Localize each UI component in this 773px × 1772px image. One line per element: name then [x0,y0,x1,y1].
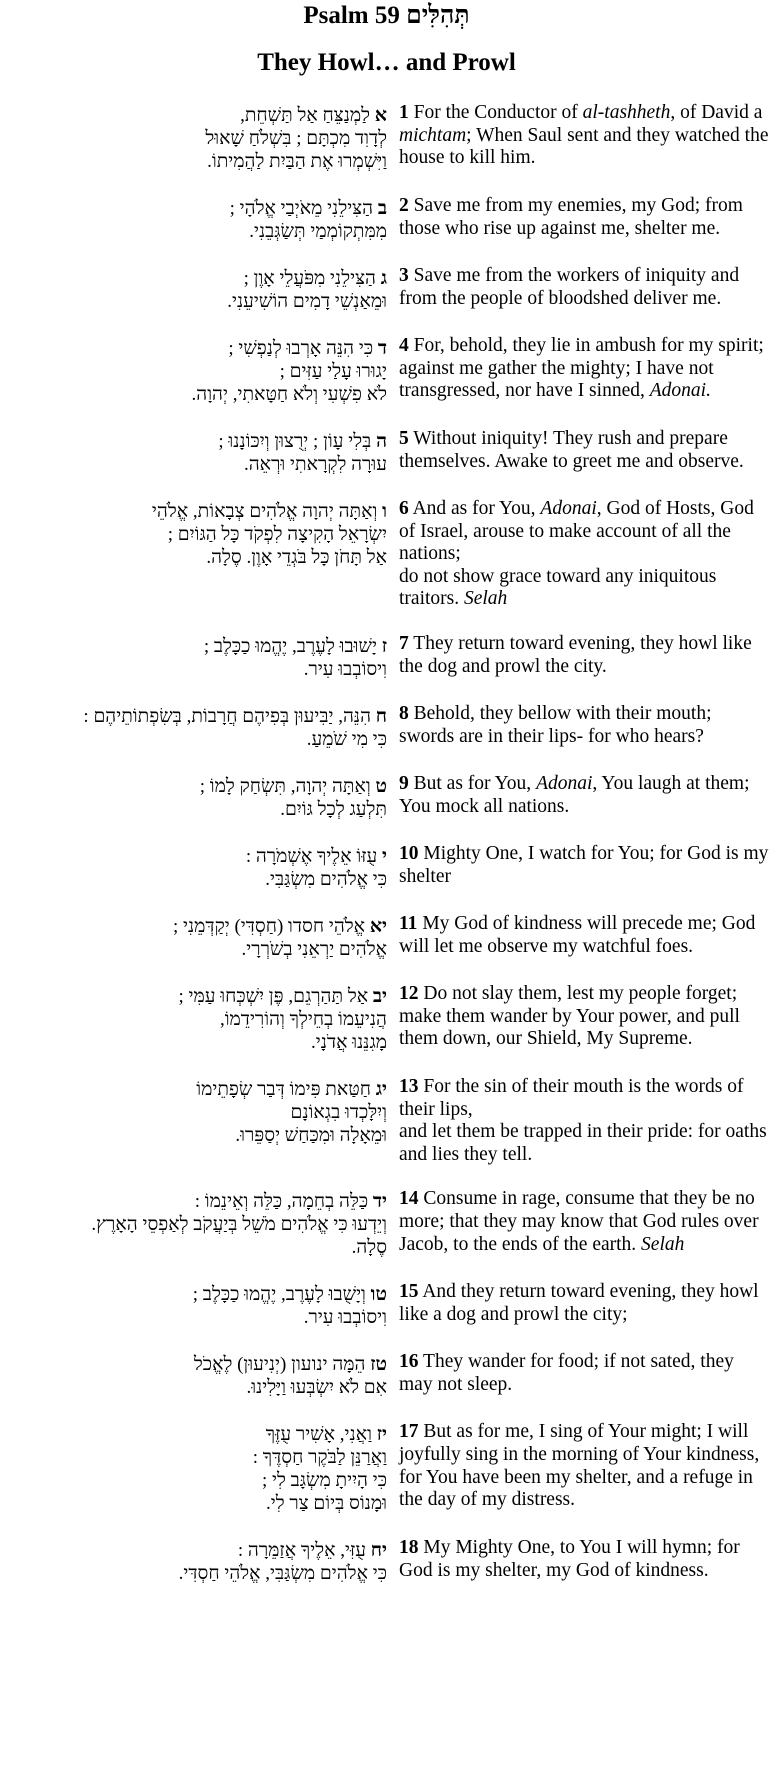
verse-english-text: Save me from my enemies, my God; from those who rise up against me, shelter me. [399,195,743,239]
verse-english-text: My Mighty One, to You I will hymn; for God is my shelter, my God of kindness. [399,1537,740,1581]
verse-english-text: Do not slay them, lest my people forget; make them wander by Your power, and pull them down, our Shield, My Supreme. [399,982,740,1050]
verse-row [0,1076,773,1166]
verse-hebrew-text: עֻזּוֹ אֵלֶיךָ אֶשְׁמֹרָה : כִּי אֱלֹהִים מִשְׂגַּבִּי. [245,845,387,890]
verse-hebrew-number: יז [376,1424,387,1446]
verse-english-italic: Selah [641,1233,685,1255]
verse-hebrew [0,102,387,173]
verse-hebrew-text: הַצִּילֵנִי מֵאֹיְבַי אֱלֹהָי ; מִמִּתְקוֹמְמַי תְּשַׂגְּבֵנִי. [229,198,387,242]
verse-hebrew [0,1076,387,1147]
verse-english-italic: Adonai. [649,380,711,402]
verse-hebrew-text: וְיָשֻׁבוּ לָעֶרֶב, יֶהֱמוּ כַכָּלֶב ; וִיסוֹבְבוּ עִיר. [192,1284,387,1329]
verse-english-italic: al-tashheth [582,102,671,123]
verse-hebrew [0,843,387,891]
verse-number: 2 [399,195,409,216]
verse-hebrew-number: ו [382,501,387,522]
verse-hebrew [0,913,387,961]
verse-number: 9 [399,772,409,794]
verse-english-text: But as for me, I sing of Your might; I will joyfully sing in the morning of Your kindness, for You have been my shelter, and a refuge in the day of my distress. [399,1421,760,1511]
verse-hebrew-text: וַאֲנִי, אָשִׁיר עֻזֶּךָ וַאֲרַנֵּן לַבֹּקֶר חַסְדֶּךָ : כִּי הָיִיתָ מִשְׂגָּב לִי ; וּמָנוֹס בְּיוֹם צַר לִי. [252,1424,387,1515]
verse-english [399,1421,771,1511]
verse-english [399,1537,771,1582]
verse-row [0,265,773,313]
verse-english-text: And they return toward evening, they howl like a dog and prowl the city; [399,1281,759,1325]
verse-hebrew-number: טו [370,1284,387,1306]
verse-hebrew-number: ה [376,431,387,452]
verse-english-italic: michtam [399,124,467,146]
verse-number: 7 [399,632,409,654]
verse-english-italic: Adonai [536,772,593,794]
verse-row [0,498,773,611]
verse-row [0,335,773,406]
verse-english-italic: Adonai [540,498,597,519]
verse-gap [0,1515,773,1537]
page-subtitle: They Howl… and Prowl [257,49,516,76]
verse-english [399,265,771,310]
verse-english [399,1188,771,1256]
verse-row [0,983,773,1054]
verse-english-text: For, behold, they lie in ambush for my spirit; against me gather the mighty; I have not transgressed, nor have I sinned, [399,335,764,402]
verse-hebrew-text: חַטַּאת פִּימוֹ דְּבַר שְׂפָתֵימוֹ וְיִלָּכְדוּ בִגְאוֹנָם וּמֵאָלָה וּמִכַּחַשׁ יְסַפֵּרוּ. [196,1078,387,1146]
verse-english [399,983,771,1051]
verse-gap [0,961,773,983]
verse-hebrew-number: א [374,105,387,126]
verse-gap [0,891,773,913]
verse-gap [0,1329,773,1351]
verse-english-text: Behold, they bellow with their mouth; swords are in their lips- for who hears? [399,702,712,747]
verse-english [399,843,771,888]
verse-number: 14 [399,1188,419,1210]
verse-hebrew-text: אֱלֹהֵי חסדו (חַסְדִּי) יְקַדְּמֵנִי ; אֱלֹהִים יַרְאֵנִי בְשֹׁרְרָי. [172,915,387,960]
verse-row [0,1537,773,1585]
verse-number: 16 [399,1351,419,1373]
verse-english-text: Without iniquity! They rush and prepare themselves. Awake to greet me and observe. [399,428,744,472]
verse-english [399,195,771,240]
verse-gap [0,1054,773,1076]
verse-hebrew-number: יח [370,1540,387,1562]
verse-gap [0,1166,773,1188]
verse-english-text: , of David a [670,102,763,123]
verse-hebrew [0,1351,387,1399]
verse-gap [0,611,773,633]
verse-english-text: They return toward evening, they howl like the dog and prowl the city. [399,632,752,677]
verse-hebrew [0,633,387,681]
verse-row [0,1421,773,1515]
verse-english [399,428,771,473]
verse-hebrew-text: בְּלִי עָוֹן ; יְרֻצוּן וְיִכּוֹנָנוּ ; עוּרָה לִקְרָאתִי וּרְאֵה. [218,431,387,475]
verse-row [0,913,773,961]
verse-english-text: Save me from the workers of iniquity and from the people of bloodshed deliver me. [399,265,740,309]
verse-hebrew [0,498,387,569]
title-hebrew: תְּהִלִּים [406,2,470,29]
verse-hebrew-text: וְאַתָּה יְהוָה אֱלֹהִים צְבָאוֹת, אֱלֹהֵי יִשְׂרָאֵל הָקִיצָה לִפְקֹד כָּל הַגּוֹיִם ; אַל תָּחֹן כָּל בֹּגְדֵי אָוֶן. סֶלָה. [151,501,387,568]
verse-number: 5 [399,428,409,449]
verse-hebrew-text: כַּלֵּה בְחֵמָה, כַּלֵּה וְאֵינֵמוֹ : וְיֵדְעוּ כִּי אֱלֹהִים מֹשֵׁל בְּיַעֲקֹב לְאַפְסֵי הָאָרֶץ. סֶלָה. [91,1191,387,1259]
verse-gap [0,476,773,498]
verse-gap [0,821,773,843]
verse-english-text: Consume in rage, consume that they be no more; that they may know that God rules over Jacob, to the ends of the earth. [399,1188,759,1255]
verse-hebrew-number: יד [372,1191,387,1213]
verse-english-text: They wander for food; if not sated, they may not sleep. [399,1351,734,1395]
verse-number: 10 [399,842,419,864]
verse-number: 3 [399,265,409,286]
verse-hebrew-number: יג [375,1078,387,1100]
verse-hebrew-text: יָשׁוּבוּ לָעֶרֶב, יֶהֱמוּ כַכָּלֶב ; וִיסוֹבְבוּ עִיר. [203,635,387,680]
verse-hebrew-number: יב [372,985,387,1007]
verse-hebrew [0,1421,387,1515]
verse-hebrew [0,265,387,313]
verse-gap [0,751,773,773]
page-title [0,0,773,32]
verse-row [0,1281,773,1329]
verse-number: 17 [399,1421,419,1443]
verse-hebrew-number: טז [370,1354,387,1376]
verse-hebrew-number: ט [375,775,387,797]
verse-hebrew-number: ד [377,338,387,359]
verse-english-text: And as for You, [412,498,541,519]
verse-number: 15 [399,1281,419,1303]
verse-gap [0,406,773,428]
verse-number: 13 [399,1075,419,1097]
verse-number: 18 [399,1537,419,1559]
verse-number: 6 [399,498,409,519]
verse-english [399,1076,771,1166]
verse-gap [0,1399,773,1421]
verse-row [0,428,773,476]
verse-gap [0,1259,773,1281]
verse-hebrew-text: הִנֵּה, יַבִּיעוּן בְּפִיהֶם חֲרָבוֹת, בְּשִׂפְתוֹתֵיהֶם : כִּי מִי שֹׁמֵעַ. [83,705,387,750]
verse-hebrew-number: ז [381,635,387,657]
verse-hebrew [0,1281,387,1329]
verse-row [0,773,773,821]
verse-row [0,703,773,751]
verse-english [399,1351,771,1396]
verse-gap [0,313,773,335]
verse-row [0,1188,773,1259]
verse-hebrew [0,335,387,406]
verse-hebrew [0,703,387,751]
verse-number: 1 [399,102,409,123]
verse-hebrew [0,428,387,476]
verse-hebrew-number: ג [380,268,387,289]
verse-hebrew-text: הַצִּילֵנִי מִפֹּעֲלֵי אָוֶן ; וּמֵאַנְשֵׁי דָמִים הוֹשִׁיעֵנִי. [227,268,387,312]
verse-row [0,1351,773,1399]
verse-english [399,633,771,678]
verse-english [399,498,771,611]
verse-number: 4 [399,335,409,356]
verse-hebrew-text: וְאַתָּה יְהוָה, תִּשְׂחַק לָמוֹ ; תִּלְעַג לְכָל גּוֹיִם. [199,775,387,820]
verse-hebrew-number: ב [377,198,387,219]
verse-hebrew-text: כִּי הִנֵּה אָרְבוּ לְנַפְשִׁי ; יָגוּרוּ עָלַי עַזִּים ; לֹא פִשְׁעִי וְלֹא חַטָּאתִי, יְהוָה. [191,338,387,405]
verse-english-text: ; When Saul sent and they watched the house to kill him. [399,124,769,169]
verse-hebrew-text: אַל תַּהַרְגֵם, פֶּן יִשְׁכְּחוּ עַמִּי ; הֲנִיעֵמוֹ בְחֵילְךָ וְהוֹרִידֵמוֹ, מָגִנֵּנוּ אֲדֹנָי. [178,985,387,1053]
verse-hebrew [0,773,387,821]
verse-english [399,335,771,403]
verse-row [0,843,773,891]
verse-hebrew [0,1188,387,1259]
verse-hebrew-text: עֻזִּי, אֵלֶיךָ אֲזַמֵּרָה : כִּי אֱלֹהִים מִשְׂגַּבִּי, אֱלֹהֵי חַסְדִּי. [178,1540,387,1585]
verse-row [0,633,773,681]
verse-hebrew [0,983,387,1054]
verse-english-text: For the Conductor of [413,102,583,123]
verse-number: 12 [399,982,419,1004]
verse-hebrew-number: יא [369,915,387,937]
verse-english [399,913,771,958]
verse-hebrew [0,1537,387,1585]
verse-gap [0,681,773,703]
verse-english-text: , God of Hosts, God of Israel, arouse to make account of all the nations; do not show grace toward any iniquitous traitors. [399,498,754,610]
verse-english [399,1281,771,1326]
verse-english-text: But as for You, [413,772,537,794]
verse-row [0,195,773,243]
verse-hebrew-text: לַמְנַצֵּחַ אַל תַּשְׁחֵת, לְדָוִד מִכְתָּם ; בִּשְׁלֹחַ שָׁאוּל וַיִּשְׁמְרוּ אֶת הַבַּיִת לַהֲמִיתוֹ. [205,105,387,172]
verse-list [0,102,773,1585]
verse-hebrew-text: הֵמָּה ינועון (יְנִיעוּן) לֶאֱכֹל אִם לֹא יִשְׂבְּעוּ וַיָּלִינוּ. [193,1354,387,1399]
verse-number: 8 [399,702,409,724]
verse-english-text: , You laugh at them; You mock all nations. [399,772,750,817]
verse-english-italic: Selah [463,588,508,610]
verse-row [0,102,773,173]
verse-hebrew-number: י [382,845,387,867]
verse-english [399,102,771,170]
title-english: Psalm 59 [303,2,400,29]
verse-english-text: For the sin of their mouth is the words of their lips, and let them be trapped in their pride: for oaths and lies they tell. [399,1075,767,1165]
verse-english [399,703,771,748]
verse-hebrew-number: ח [375,705,387,727]
verse-english-text: My God of kindness will precede me; God will let me observe my watchful foes. [399,912,756,957]
verse-hebrew [0,195,387,243]
verse-english [399,773,771,818]
verse-number: 11 [399,912,418,934]
verse-gap [0,243,773,265]
verse-gap [0,173,773,195]
verse-english-text: Mighty One, I watch for You; for God is my shelter [399,842,769,887]
